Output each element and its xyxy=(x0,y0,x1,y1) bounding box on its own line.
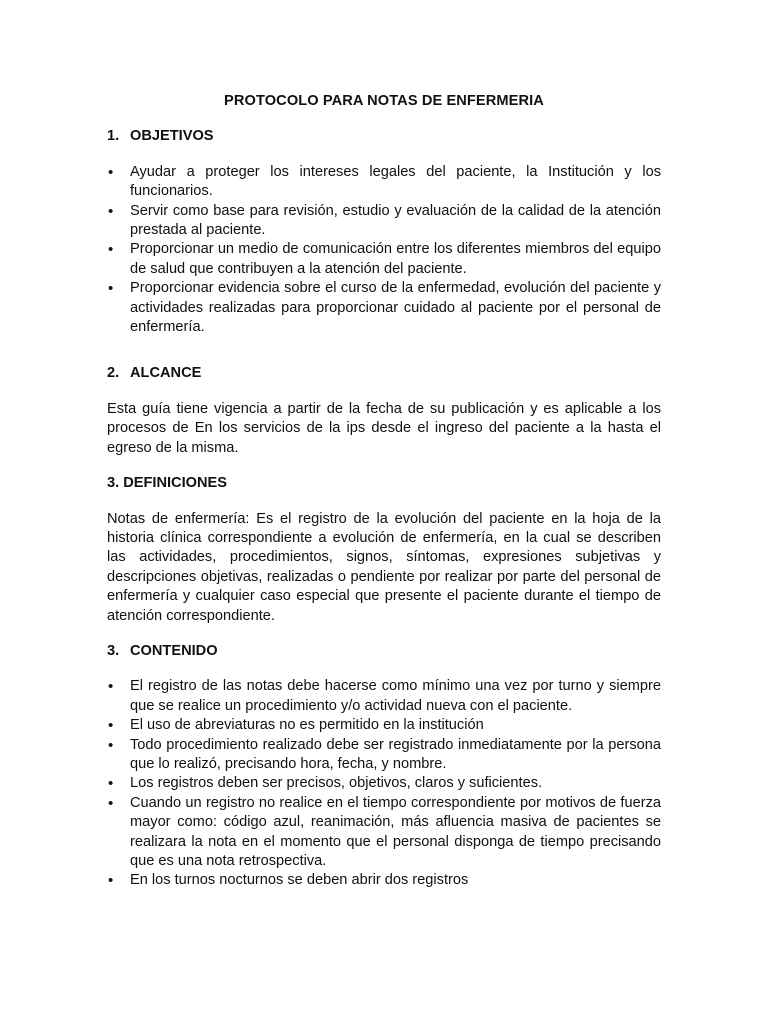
section-heading-definiciones: 3. DEFINICIONES xyxy=(107,475,228,492)
list-item xyxy=(107,716,661,735)
list-item-text: Cuando un registro no realice en el tiempo correspondiente por motivos de fuerza mayor como: código azul, reanimación, más afluencia masiva de pacientes se realizara la nota en el momento que el personal disponga de tiempo precisando que es una nota retrospectiva. xyxy=(130,794,661,869)
section-heading-contenido xyxy=(107,642,661,661)
section-heading-objetivos xyxy=(107,127,661,146)
bullet-icon: • xyxy=(108,241,114,259)
contenido-list xyxy=(107,677,661,890)
list-item-text: El uso de abreviaturas no es permitido en la institución xyxy=(130,717,484,734)
section-title: OBJETIVOS xyxy=(130,128,214,145)
section-heading-alcance xyxy=(107,364,661,383)
section-title: ALCANCE xyxy=(130,365,202,382)
list-item-text: Ayudar a proteger los intereses legales del paciente, la Institución y los funcionarios. xyxy=(130,163,661,200)
list-item xyxy=(107,202,661,241)
document-title: PROTOCOLO PARA NOTAS DE ENFERMERIA xyxy=(224,93,544,109)
bullet-icon: • xyxy=(108,163,114,181)
list-item xyxy=(107,240,661,279)
list-item xyxy=(107,163,661,202)
bullet-icon: • xyxy=(108,280,114,298)
list-item-text: Los registros deben ser precisos, objetivos, claros y suficientes. xyxy=(130,775,543,792)
bullet-icon: • xyxy=(108,202,114,220)
section-number: 2. xyxy=(107,365,120,382)
section-number: 3. xyxy=(107,642,120,659)
bullet-icon: • xyxy=(108,678,114,696)
list-item-text: Proporcionar un medio de comunicación entre los diferentes miembros del equipo de salud que contribuyen a la atención del paciente. xyxy=(130,241,661,277)
list-item xyxy=(107,794,661,872)
bullet-icon: • xyxy=(108,872,114,890)
list-item xyxy=(107,774,661,793)
list-item-text: En los turnos nocturnos se deben abrir dos registros xyxy=(130,872,469,889)
list-item-text: El registro de las notas debe hacerse como mínimo una vez por turno y siempre que se realice un procedimiento y/o actividad nueva con el paciente. xyxy=(130,678,661,714)
section-title: CONTENIDO xyxy=(130,642,218,659)
list-item xyxy=(107,736,661,775)
list-item-text: Servir como base para revisión, estudio y evaluación de la calidad de la atención prestada al paciente. xyxy=(130,202,661,239)
list-item-text: Proporcionar evidencia sobre el curso de la enfermedad, evolución del paciente y actividades realizadas para proporcionar cuidado al paciente por el personal de enfermería. xyxy=(130,280,661,336)
definiciones-paragraph: Notas de enfermería: Es el registro de la evolución del paciente en la hoja de la historia clínica correspondiente a evolución de enfermería, en la cual se describen las actividades, procedimientos, signos, síntomas, expresiones subjetivas y descripciones objetivas, realizadas o pendiente por realizar por parte del personal de enfermería y cualquier caso especial que presente el paciente durante el tiempo de atención correspondiente. xyxy=(107,510,661,624)
bullet-icon: • xyxy=(108,794,114,812)
document-page xyxy=(107,92,661,891)
list-item-text: Todo procedimiento realizado debe ser registrado inmediatamente por la persona que lo realizó, precisando hora, fecha, y nombre. xyxy=(130,736,661,772)
objetivos-list xyxy=(107,163,661,338)
alcance-paragraph: Esta guía tiene vigencia a partir de la fecha de su publicación y es aplicable a los procesos de En los servicios de la ips desde el ingreso del paciente a la hasta el egreso de la misma. xyxy=(107,400,661,456)
bullet-icon: • xyxy=(108,775,114,793)
section-number: 1. xyxy=(107,128,120,145)
bullet-icon: • xyxy=(108,717,114,735)
list-item xyxy=(107,279,661,337)
bullet-icon: • xyxy=(108,736,114,754)
list-item xyxy=(107,871,661,890)
list-item xyxy=(107,677,661,716)
